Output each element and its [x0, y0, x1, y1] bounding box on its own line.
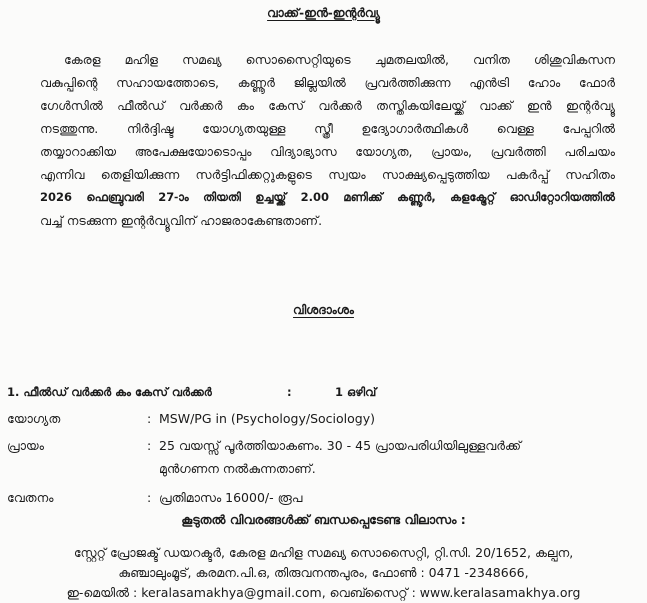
address-line: സ്റ്റേറ്റ് പ്രോജക്ട് ഡയറക്ടർ, കേരള മഹിള സമഖ്യ സൊസൈറ്റി, റ്റി.സി. 20/1652, കല്പന,	[73, 545, 574, 560]
field-colon: :	[147, 490, 152, 505]
field-value: പ്രതിമാസം 16000/- രൂപ	[159, 490, 303, 505]
field-colon: :	[147, 438, 152, 453]
field-qualification	[7, 411, 375, 427]
field-label: വേതനം	[7, 490, 54, 505]
title-text: വാക്ക്-ഇൻ-ഇന്റർവ്യൂ	[267, 6, 380, 20]
post-row	[7, 385, 376, 400]
post-colon: :	[287, 385, 292, 399]
contact-line	[0, 583, 647, 603]
post-vacancies: 1 ഒഴിവ്	[335, 385, 377, 399]
field-salary	[7, 490, 302, 506]
email-label: ഇ-മെയിൽ :	[66, 585, 142, 600]
intro-line: ഗേൾസിൽ ഫീൽഡ് വർക്കർ കം കേസ് വർക്കർ തസ്തികയിലേയ്ക്ക് വാക്ക് ഇൻ ഇന്റർവ്യൂ	[40, 98, 615, 113]
page-title	[0, 6, 647, 21]
field-age	[7, 438, 521, 454]
details-title-text: വിശദാംശം	[293, 303, 354, 317]
intro-paragraph	[40, 48, 615, 232]
email-link[interactable]: keralasamakhya@gmail.com	[141, 585, 322, 600]
intro-line: കേരള മഹിള സമഖ്യ സൊസൈറ്റിയുടെ ചുമതലയിൽ, വനിത ശിശുവികസന	[64, 52, 615, 67]
intro-line: നടത്തുന്നു. നിർദ്ദിഷ്ട യോഗ്യതയുള്ള സ്ത്രീ ഉദ്യോഗാർത്ഥികൾ വെള്ള പേപ്പറിൽ	[40, 121, 615, 136]
field-label: യോഗ്യത	[7, 411, 61, 426]
field-label: പ്രായം	[7, 438, 44, 453]
post-name: 1. ഫീൽഡ് വർക്കർ കം കേസ് വർക്കർ	[7, 385, 212, 399]
intro-line: വച്ച് നടക്കുന്ന ഇന്റർവ്യൂവിന് ഹാജരാകേണ്ടതാണ്.	[40, 213, 323, 228]
field-value: 25 വയസ്സ് പൂർത്തിയാകണം. 30 - 45 പ്രായപരിധിയിലുള്ളവർക്ക്	[159, 438, 522, 453]
intro-line: എന്നിവ തെളിയിക്കുന്ന സർട്ടിഫിക്കറ്റുകളുടെ സ്വയം സാക്ഷ്യപ്പെടുത്തിയ പകർപ്പ് സഹിതം	[40, 167, 615, 182]
details-title	[0, 303, 647, 318]
website-label: , വെബ്സൈറ്റ് :	[321, 585, 420, 600]
intro-line: വകുപ്പിന്റെ സഹായത്തോടെ, കണ്ണൂർ ജില്ലയിൽ പ്രവർത്തിക്കുന്ന എൻട്രി ഹോം ഫോർ	[40, 75, 615, 90]
interview-date-line: 2026 ഫെബ്രുവരി 27-ാം തിയതി ഉച്ചയ്ക്ക് 2.00 മണിക്ക് കണ്ണൂർ, കളക്ട്രേറ്റ് ഓഡിറ്റോറിയത്തിൽ	[40, 190, 615, 204]
field-value-cont: മുൻഗണന നൽകുന്നതാണ്.	[159, 461, 316, 476]
contact-heading: കൂടുതൽ വിവരങ്ങൾക്ക് ബന്ധപ്പെടേണ്ട വിലാസം :	[181, 512, 466, 527]
address-line: കുഞ്ചാലുംമൂട്, കരമന.പി.ഒ, തിരുവനന്തപുരം, ഫോൺ : 0471 -2348666,	[118, 565, 529, 580]
intro-line: തയ്യാറാക്കിയ അപേക്ഷയോടൊപ്പം വിദ്യാഭ്യാസ യോഗ്യത, പ്രായം, പ്രവർത്തി പരിചയം	[40, 144, 615, 159]
address-block	[0, 543, 647, 603]
website-link[interactable]: www.keralasamakhya.org	[419, 585, 581, 600]
field-value: MSW/PG in (Psychology/Sociology)	[159, 411, 375, 426]
field-colon: :	[147, 411, 152, 426]
field-age-continued	[159, 461, 316, 477]
